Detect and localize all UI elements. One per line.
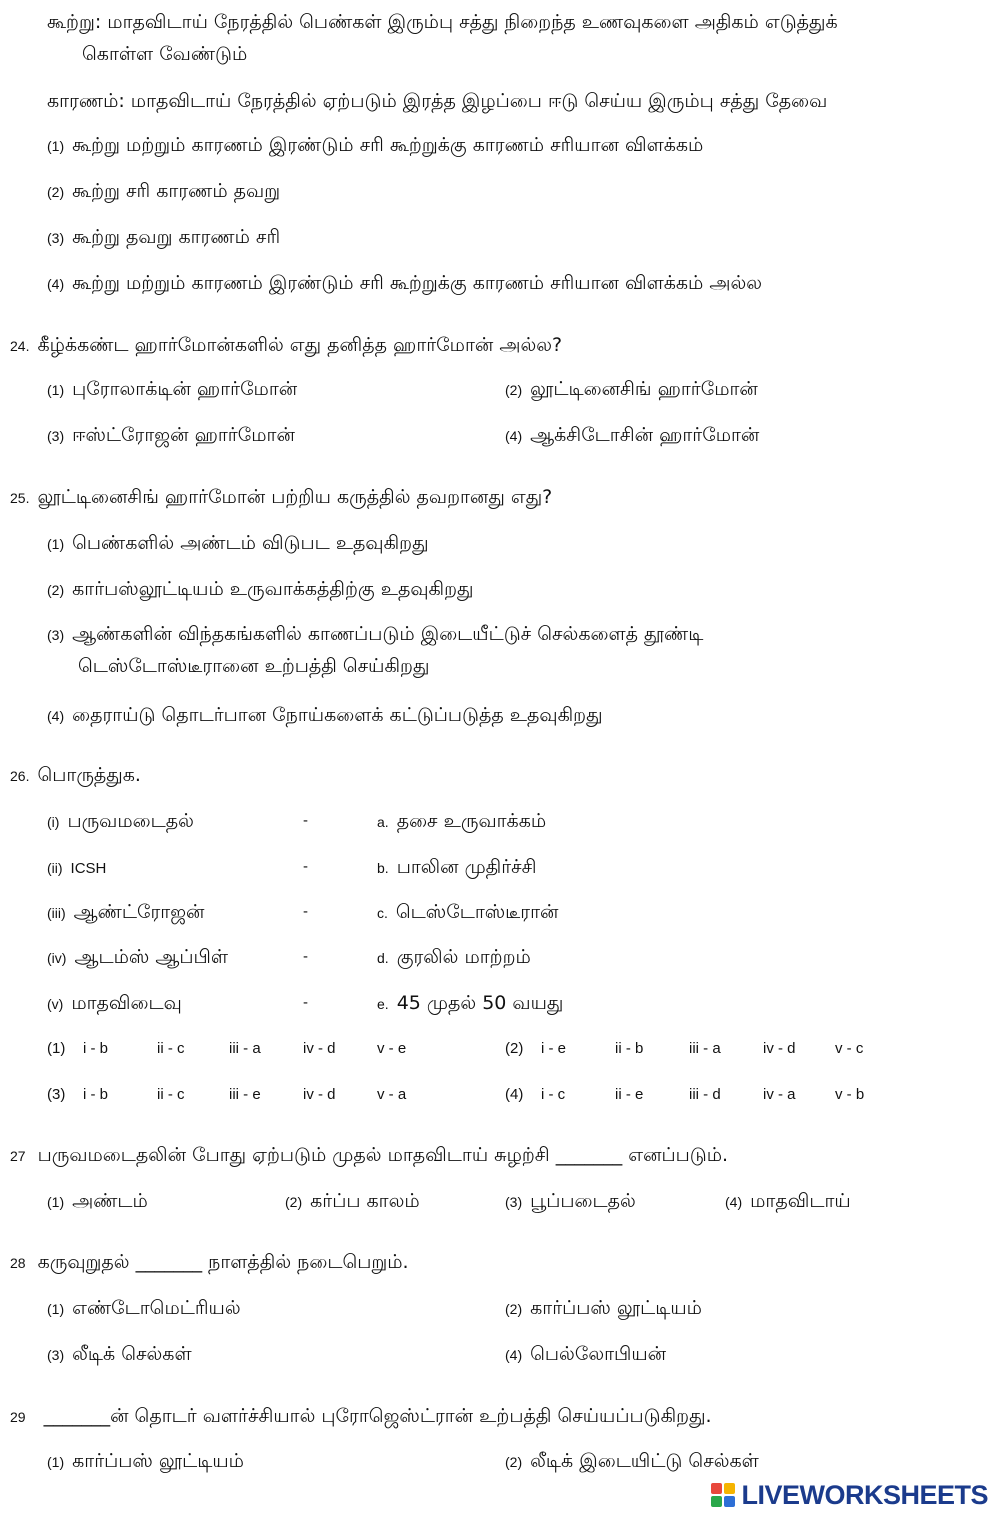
match-dash: - (303, 994, 308, 1011)
option-text: கூற்று சரி காரணம் தவறு (72, 180, 281, 202)
question-28 (10, 1250, 409, 1275)
option-number: (4) (505, 1086, 524, 1103)
option-number: (1) (47, 1454, 65, 1470)
item-text: ஆடம்ஸ் ஆப்பிள் (74, 946, 228, 968)
match-dash: - (303, 948, 308, 965)
question-number: 25. (10, 490, 30, 506)
option-text: ஆக்சிடோசின் ஹார்மோன் (530, 424, 760, 446)
logo-icon (711, 1483, 735, 1507)
q28-option-1[interactable] (47, 1296, 241, 1321)
option-number: (2) (505, 382, 523, 398)
option-number: (4) (505, 1347, 523, 1363)
pair: iii - d (689, 1086, 721, 1103)
q25-option-3-continued: டெஸ்டோஸ்டீரானை உற்பத்தி செய்கிறது (78, 655, 430, 677)
item-number: (i) (47, 814, 60, 830)
match-left-5 (47, 991, 182, 1016)
pair: i - e (541, 1040, 567, 1057)
option-number: (2) (505, 1040, 524, 1057)
pair: ii - c (157, 1040, 185, 1057)
q27-option-4[interactable] (725, 1189, 851, 1214)
question-text: லூட்டினைசிங் ஹார்மோன் பற்றிய கருத்தில் தவறானது எது? (37, 486, 553, 508)
item-letter: b. (377, 860, 389, 876)
match-dash: - (303, 812, 308, 829)
question-29 (10, 1404, 712, 1429)
option-number: (1) (47, 138, 65, 154)
pair: v - b (835, 1086, 865, 1103)
match-left-2 (47, 855, 106, 881)
item-letter: c. (377, 905, 388, 921)
item-text: டெஸ்டோஸ்டீரான் (395, 901, 559, 923)
logo-square (724, 1496, 735, 1507)
option-text: அண்டம் (72, 1190, 148, 1212)
match-right-c (377, 900, 558, 925)
pair: v - c (835, 1040, 864, 1057)
question-number: 28 (10, 1255, 26, 1271)
item-letter: a. (377, 814, 389, 830)
option-number: (3) (47, 1086, 66, 1103)
match-dash: - (303, 903, 308, 920)
q23-option-3[interactable] (47, 225, 280, 250)
q23-option-1[interactable] (47, 133, 703, 158)
item-number: (ii) (47, 860, 63, 876)
option-text: கூற்று மற்றும் காரணம் இரண்டும் சரி கூற்றுக்கு காரணம் சரியான விளக்கம் அல்ல (72, 272, 763, 294)
option-text: கர்ப்ப காலம் (310, 1190, 420, 1212)
match-dash: - (303, 858, 308, 875)
option-number: (3) (47, 230, 65, 246)
match-left-3 (47, 900, 205, 925)
item-text: 45 முதல் 50 வயது (396, 992, 564, 1014)
pair: i - c (541, 1086, 566, 1103)
option-number: (3) (47, 1347, 65, 1363)
q24-option-2[interactable] (505, 377, 758, 402)
pair: iii - a (689, 1040, 721, 1057)
item-text: தசை உருவாக்கம் (396, 810, 547, 832)
pair: i - b (83, 1086, 109, 1103)
option-text: பூப்படைதல் (530, 1190, 636, 1212)
q27-option-1[interactable] (47, 1189, 148, 1214)
option-text: பெண்களில் அண்டம் விடுபட உதவுகிறது (72, 532, 429, 554)
option-number: (1) (47, 536, 65, 552)
q28-option-2[interactable] (505, 1296, 702, 1321)
item-text: ICSH (70, 860, 107, 877)
pair: iii - a (229, 1040, 261, 1057)
question-number: 27 (10, 1148, 26, 1164)
pair: iii - e (229, 1086, 261, 1103)
q27-option-3[interactable] (505, 1189, 636, 1214)
question-number: 29 (10, 1409, 26, 1425)
question-25 (10, 485, 552, 510)
item-text: மாதவிடைவு (71, 992, 182, 1014)
option-number: (1) (47, 1040, 66, 1057)
option-text: எண்டோமெட்ரியல் (72, 1297, 241, 1319)
option-number: (4) (725, 1194, 743, 1210)
question-24 (10, 333, 562, 358)
q24-option-4[interactable] (505, 423, 759, 448)
question-27 (10, 1143, 728, 1168)
match-right-b (377, 855, 537, 880)
logo-square (711, 1483, 722, 1494)
q27-option-2[interactable] (285, 1189, 420, 1214)
q29-option-1[interactable] (47, 1449, 244, 1474)
item-text: பருவமடைதல் (67, 810, 194, 832)
question-text: கருவுறுதல் _______ நாளத்தில் நடைபெறும். (37, 1251, 409, 1273)
option-number: (1) (47, 1194, 65, 1210)
match-left-4 (47, 945, 228, 970)
option-number: (1) (47, 1301, 65, 1317)
pair: v - a (377, 1086, 407, 1103)
option-text: மாதவிடாய் (750, 1190, 851, 1212)
match-left-1 (47, 809, 194, 834)
match-right-e (377, 991, 563, 1016)
option-text: ஆண்களின் விந்தகங்களில் காணப்படும் இடையீட்டுச் செல்களைத் தூண்டி (72, 623, 704, 645)
option-number: (2) (47, 184, 65, 200)
assertion-line-2: கொள்ள வேண்டும் (82, 43, 248, 65)
option-text: கார்ப்பஸ் லூட்டியம் (530, 1297, 702, 1319)
q28-option-3[interactable] (47, 1342, 192, 1367)
option-number: (2) (505, 1301, 523, 1317)
option-text: கார்பஸ்லூட்டியம் உருவாக்கத்திற்கு உதவுகிறது (72, 578, 474, 600)
option-text: கூற்று மற்றும் காரணம் இரண்டும் சரி கூற்றுக்கு காரணம் சரியான விளக்கம் (72, 134, 704, 156)
question-text: பொருத்துக. (37, 764, 141, 786)
question-text: _______ன் தொடர் வளர்ச்சியால் புரோஜெஸ்ட்ரான் உற்பத்தி செய்யப்படுகிறது. (43, 1405, 712, 1427)
item-letter: d. (377, 950, 389, 966)
q25-option-1[interactable] (47, 531, 429, 556)
option-number: (1) (47, 382, 65, 398)
pair: ii - b (615, 1040, 644, 1057)
item-text: குரலில் மாற்றம் (396, 946, 531, 968)
option-text: கார்ப்பஸ் லூட்டியம் (72, 1450, 244, 1472)
item-number: (v) (47, 996, 64, 1012)
q25-option-4[interactable] (47, 703, 603, 728)
brand-name: LIVEWORKSHEETS (741, 1479, 988, 1510)
option-number: (3) (47, 627, 65, 643)
option-text: புரோலாக்டின் ஹார்மோன் (72, 378, 298, 400)
option-number: (4) (47, 276, 65, 292)
question-number: 24. (10, 338, 30, 354)
option-number: (3) (47, 428, 65, 444)
pair: iv - d (303, 1040, 336, 1057)
item-text: பாலின முதிர்ச்சி (396, 856, 537, 878)
q28-option-4[interactable] (505, 1342, 666, 1367)
option-number: (2) (285, 1194, 303, 1210)
pair: ii - c (157, 1086, 185, 1103)
option-text: லூட்டினைசிங் ஹார்மோன் (530, 378, 758, 400)
option-text: லீடிக் செல்கள் (72, 1343, 192, 1365)
item-number: (iii) (47, 905, 66, 921)
q24-option-3[interactable] (47, 423, 295, 448)
q25-option-2[interactable] (47, 577, 474, 602)
option-number: (4) (47, 708, 65, 724)
pair: ii - e (615, 1086, 644, 1103)
liveworksheets-logo (711, 1480, 988, 1510)
q29-option-2[interactable] (505, 1449, 759, 1474)
q23-option-2[interactable] (47, 179, 280, 204)
option-text: தைராய்டு தொடர்பான நோய்களைக் கட்டுப்படுத்த உதவுகிறது (72, 704, 603, 726)
q24-option-1[interactable] (47, 377, 297, 402)
pair: iv - d (303, 1086, 336, 1103)
option-number: (3) (505, 1194, 523, 1210)
reason-line: காரணம்: மாதவிடாய் நேரத்தில் ஏற்படும் இரத்த இழப்பை ஈடு செய்ய இரும்பு சத்து தேவை (47, 90, 828, 112)
question-text: பருவமடைதலின் போது ஏற்படும் முதல் மாதவிடாய் சுழற்சி _______ எனப்படும். (37, 1144, 729, 1166)
option-text: கூற்று தவறு காரணம் சரி (72, 226, 281, 248)
item-letter: e. (377, 996, 389, 1012)
option-number: (2) (505, 1454, 523, 1470)
item-number: (iv) (47, 950, 67, 966)
item-text: ஆண்ட்ரோஜன் (73, 901, 205, 923)
option-text: லீடிக் இடையிட்டு செல்கள் (530, 1450, 759, 1472)
question-number: 26. (10, 768, 30, 784)
logo-square (724, 1483, 735, 1494)
match-right-a (377, 809, 546, 834)
option-text: பெல்லோபியன் (530, 1343, 667, 1365)
question-text: கீழ்க்கண்ட ஹார்மோன்களில் எது தனித்த ஹார்மோன் அல்ல? (37, 334, 563, 356)
pair: i - b (83, 1040, 109, 1057)
match-right-d (377, 945, 531, 970)
q25-option-3[interactable] (47, 622, 703, 647)
logo-square (711, 1496, 722, 1507)
option-number: (4) (505, 428, 523, 444)
assertion-line-1: கூற்று: மாதவிடாய் நேரத்தில் பெண்கள் இரும்பு சத்து நிறைந்த உணவுகளை அதிகம் எடுத்துக் (47, 11, 838, 33)
option-text: ஈஸ்ட்ரோஜன் ஹார்மோன் (72, 424, 295, 446)
pair: iv - d (763, 1040, 796, 1057)
pair: iv - a (763, 1086, 796, 1103)
question-26 (10, 763, 141, 788)
q23-option-4[interactable] (47, 271, 762, 296)
option-number: (2) (47, 582, 65, 598)
pair: v - e (377, 1040, 407, 1057)
